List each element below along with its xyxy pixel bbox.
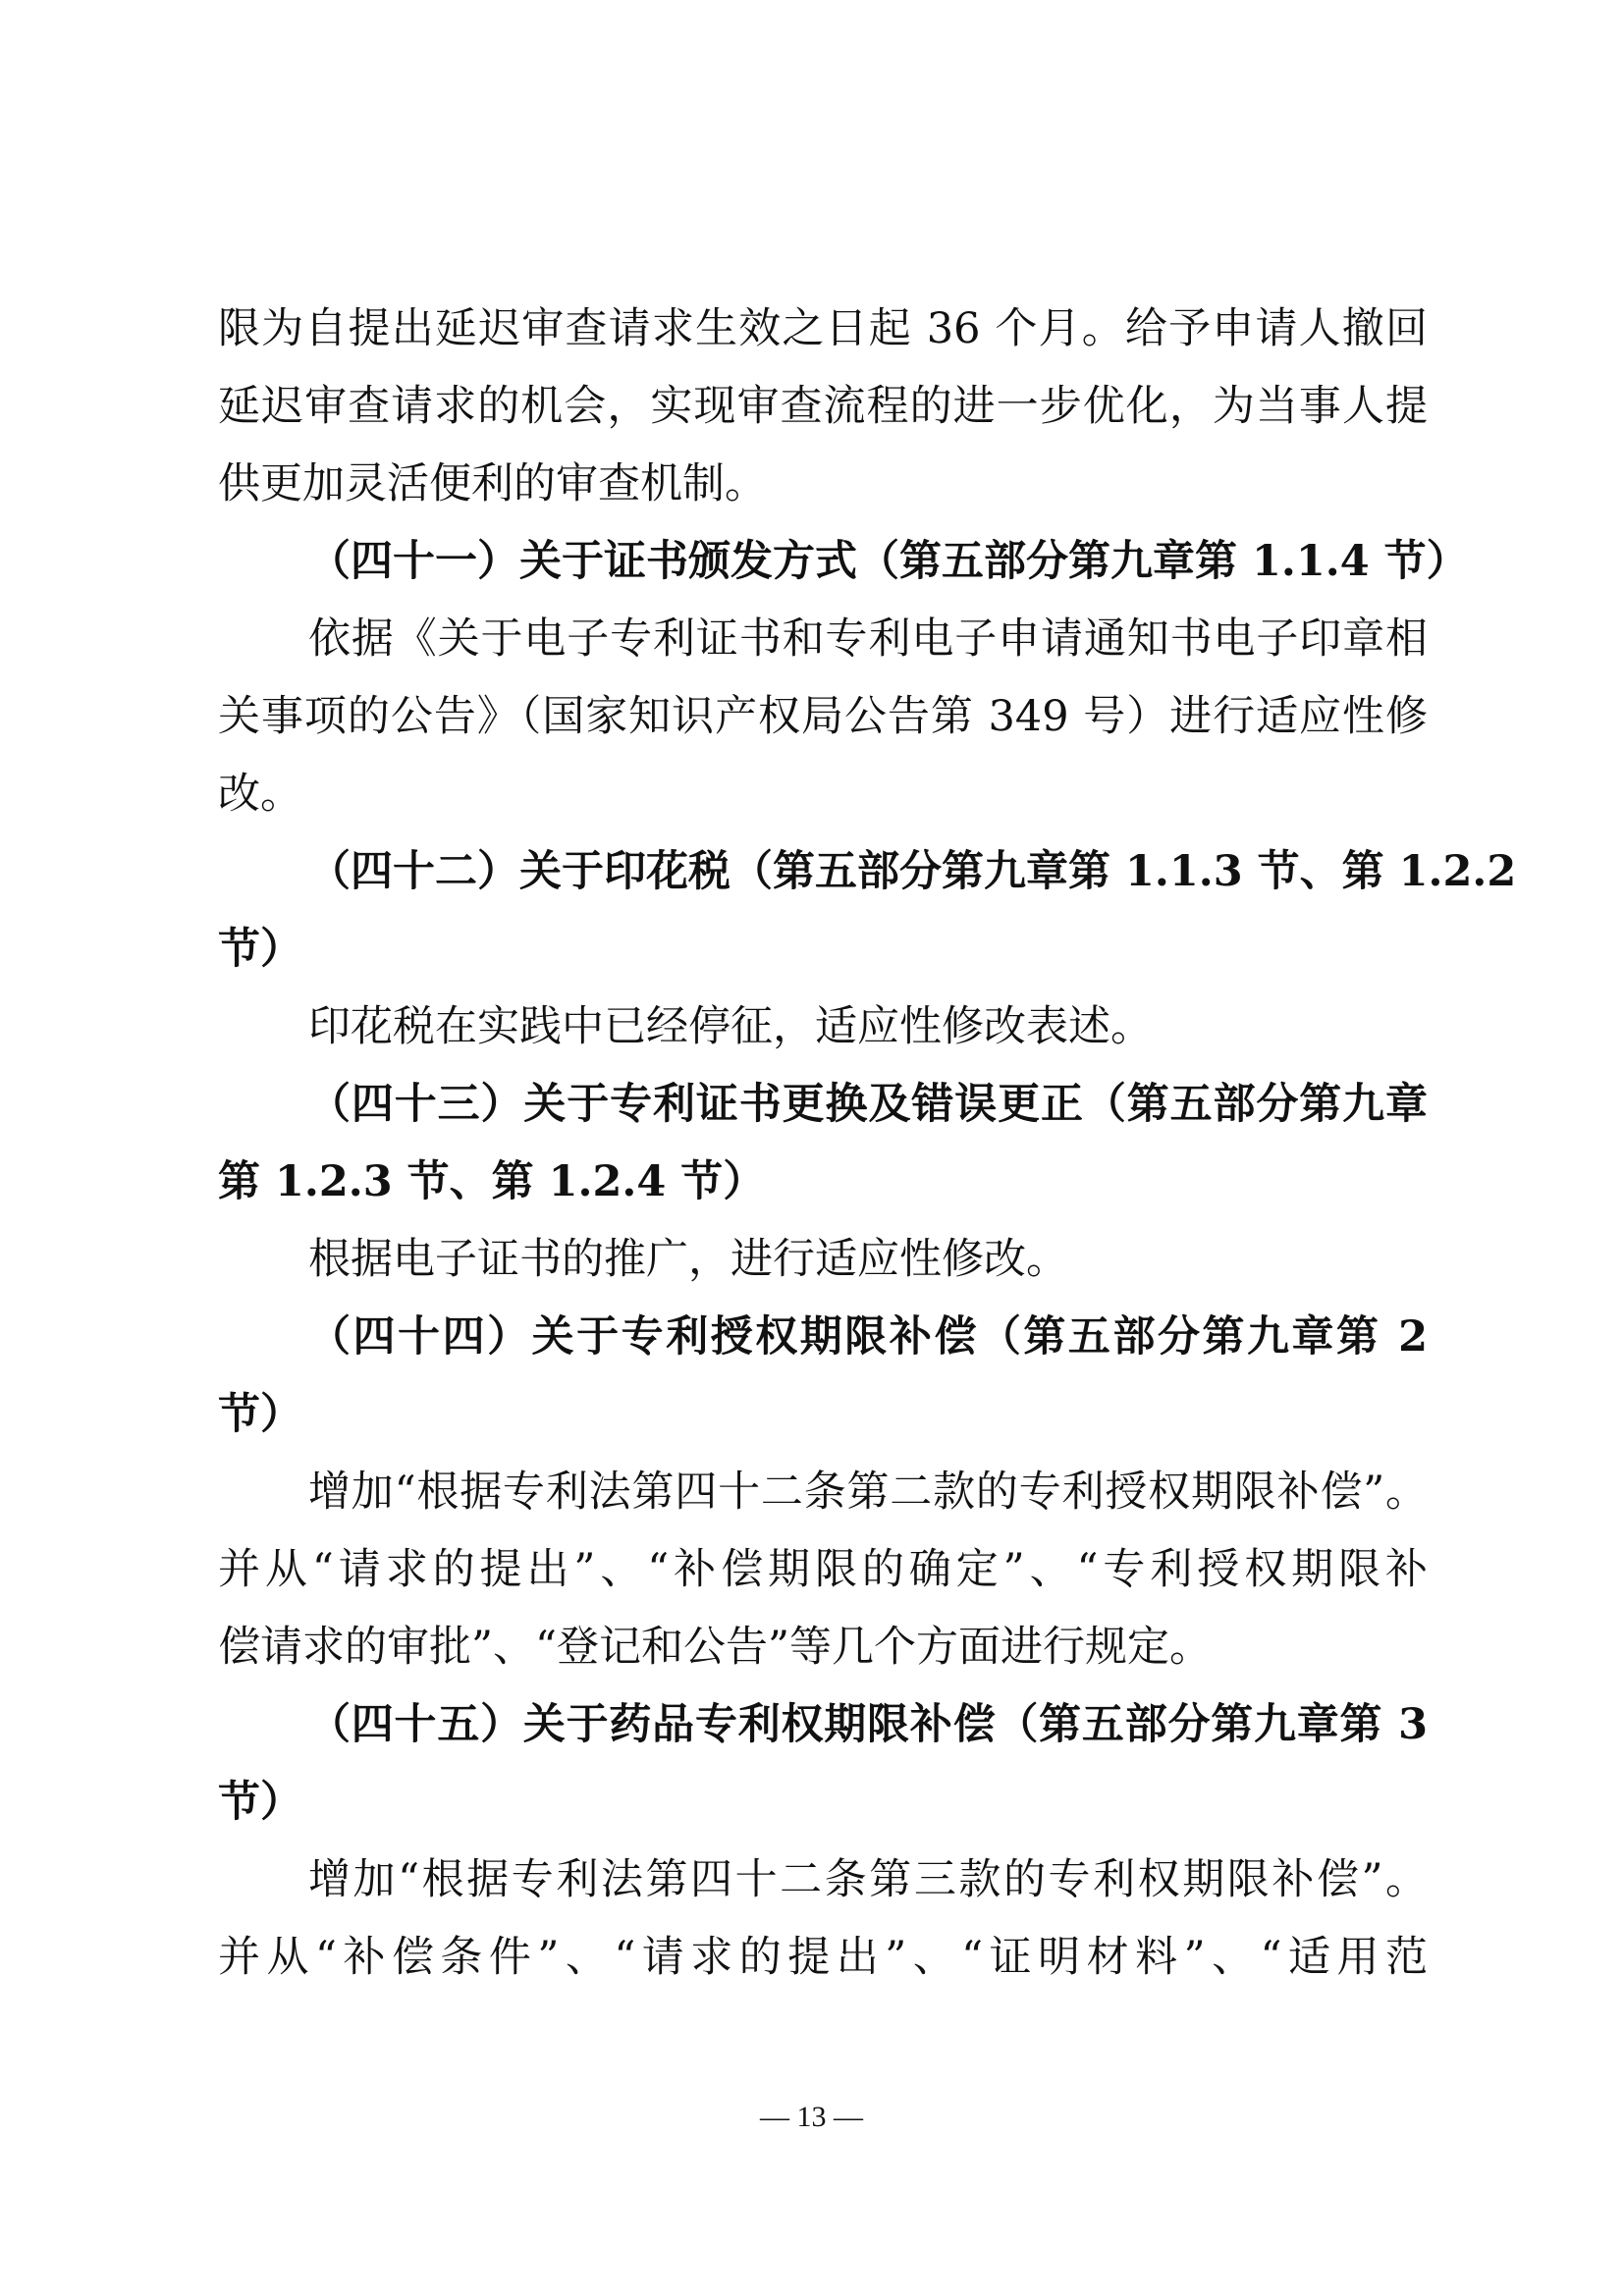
page-number: — 13 — — [760, 2101, 863, 2133]
paragraph-line: 并从“补偿条件”、“请求的提出”、“证明材料”、“适用范 — [218, 1933, 1428, 1982]
section-heading: 第 1.2.3 节、第 1.2.4 节） — [218, 1157, 766, 1206]
paragraph-line: 供更加灵活便利的审查机制。 — [218, 459, 767, 508]
paragraph-line: 印花税在实践中已经停征，适应性修改表述。 — [308, 1002, 1153, 1051]
paragraph-line: 增加“根据专利法第四十二条第二款的专利授权期限补偿”。 — [308, 1468, 1428, 1517]
paragraph-line: 延迟审查请求的机会，实现审查流程的进一步优化，为当事人提 — [218, 382, 1428, 431]
paragraph-line: 偿请求的审批”、“登记和公告”等几个方面进行规定。 — [218, 1623, 1212, 1672]
paragraph-line: 并从“请求的提出”、“补偿期限的确定”、“专利授权期限补 — [218, 1545, 1428, 1594]
section-heading: （四十三）关于专利证书更换及错误更正（第五部分第九章 — [308, 1080, 1428, 1129]
paragraph-line: 关事项的公告》（国家知识产权局公告第 349 号）进行适应性修 — [218, 692, 1428, 741]
section-heading: 节） — [218, 1778, 302, 1827]
section-heading: 节） — [218, 1390, 302, 1439]
paragraph-line: 增加“根据专利法第四十二条第三款的专利权期限补偿”。 — [308, 1855, 1428, 1904]
paragraph-line: 改。 — [218, 770, 302, 819]
paragraph-line: 限为自提出延迟审查请求生效之日起 36 个月。给予申请人撤回 — [218, 304, 1428, 353]
section-heading: （四十五）关于药品专利权期限补偿（第五部分第九章第 3 — [308, 1700, 1428, 1749]
section-heading: 节） — [218, 925, 302, 974]
paragraph-line: 依据《关于电子专利证书和专利电子申请通知书电子印章相 — [308, 614, 1428, 664]
paragraph-line: 根据电子证书的推广，进行适应性修改。 — [308, 1235, 1068, 1284]
section-heading: （四十一）关于证书颁发方式（第五部分第九章第 1.1.4 节） — [308, 537, 1469, 586]
section-heading: （四十二）关于印花税（第五部分第九章第 1.1.3 节、第 1.2.2 — [308, 847, 1517, 896]
section-heading: （四十四）关于专利授权期限补偿（第五部分第九章第 2 — [308, 1312, 1428, 1362]
